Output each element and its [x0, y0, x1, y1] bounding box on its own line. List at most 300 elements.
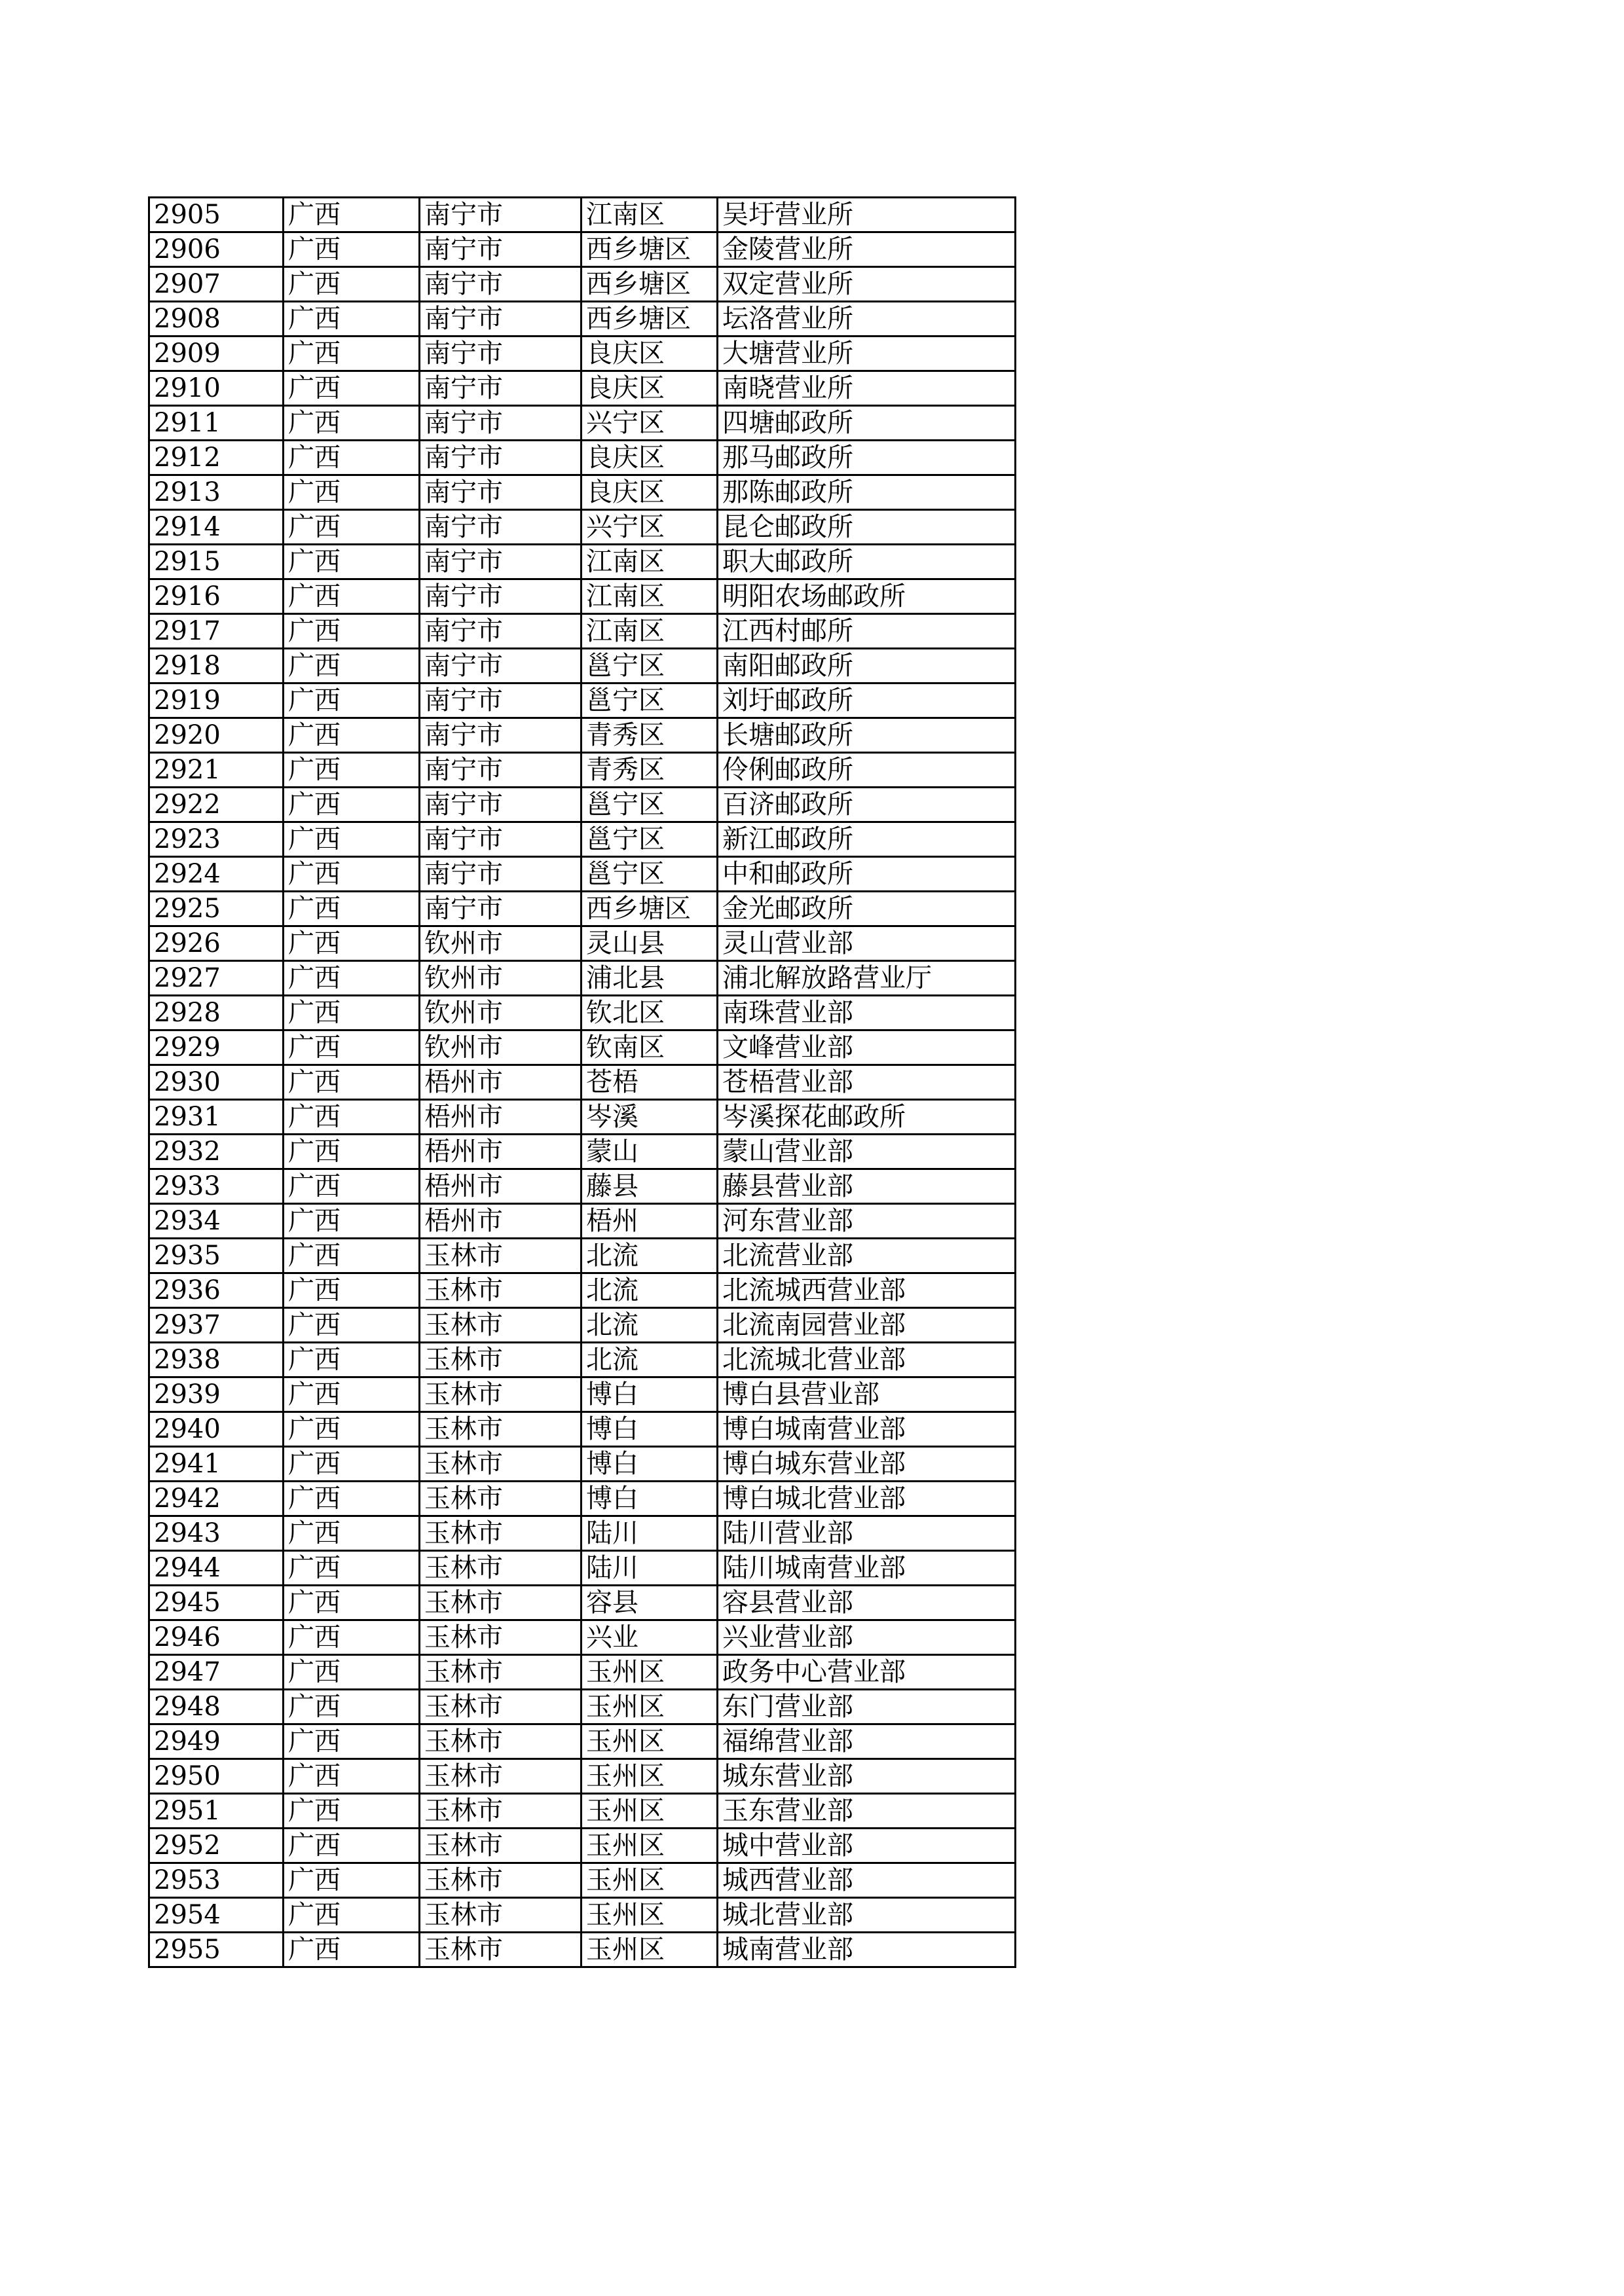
- province-cell: 广西: [284, 1551, 420, 1586]
- table-row: [149, 892, 1016, 926]
- table-row: [149, 198, 1016, 232]
- city-cell: 南宁市: [420, 753, 581, 788]
- city-cell: 南宁市: [420, 302, 581, 337]
- office-name-cell: 金光邮政所: [718, 892, 1016, 926]
- row-id-cell: 2935: [149, 1239, 284, 1273]
- table-row: [149, 1030, 1016, 1065]
- province-cell: 广西: [284, 1273, 420, 1308]
- office-name-cell: 陆川城南营业部: [718, 1551, 1016, 1586]
- table-row: [149, 545, 1016, 579]
- city-cell: 玉林市: [420, 1273, 581, 1308]
- table-row: [149, 510, 1016, 545]
- district-cell: 西乡塘区: [581, 267, 718, 302]
- table-row: [149, 1690, 1016, 1724]
- table-row: [149, 475, 1016, 510]
- office-name-cell: 北流城北营业部: [718, 1343, 1016, 1377]
- row-id-cell: 2950: [149, 1759, 284, 1794]
- district-cell: 江南区: [581, 579, 718, 614]
- district-cell: 江南区: [581, 545, 718, 579]
- row-id-cell: 2916: [149, 579, 284, 614]
- table-row: [149, 441, 1016, 475]
- district-cell: 兴宁区: [581, 406, 718, 441]
- district-cell: 苍梧: [581, 1065, 718, 1100]
- city-cell: 南宁市: [420, 267, 581, 302]
- district-cell: 梧州: [581, 1204, 718, 1239]
- office-name-cell: 福绵营业部: [718, 1724, 1016, 1759]
- table-row: [149, 683, 1016, 718]
- district-cell: 藤县: [581, 1169, 718, 1204]
- office-name-cell: 江西村邮所: [718, 614, 1016, 649]
- district-cell: 陆川: [581, 1516, 718, 1551]
- row-id-cell: 2909: [149, 337, 284, 371]
- table-row: [149, 267, 1016, 302]
- city-cell: 玉林市: [420, 1724, 581, 1759]
- row-id-cell: 2921: [149, 753, 284, 788]
- row-id-cell: 2910: [149, 371, 284, 406]
- province-cell: 广西: [284, 198, 420, 232]
- office-name-cell: 坛洛营业所: [718, 302, 1016, 337]
- city-cell: 南宁市: [420, 649, 581, 683]
- office-name-cell: 南晓营业所: [718, 371, 1016, 406]
- city-cell: 南宁市: [420, 545, 581, 579]
- office-name-cell: 藤县营业部: [718, 1169, 1016, 1204]
- table-row: [149, 1204, 1016, 1239]
- row-id-cell: 2934: [149, 1204, 284, 1239]
- table-row: [149, 1377, 1016, 1412]
- district-cell: 玉州区: [581, 1863, 718, 1898]
- office-name-cell: 百济邮政所: [718, 788, 1016, 822]
- table-row: [149, 1482, 1016, 1516]
- office-name-cell: 北流南园营业部: [718, 1308, 1016, 1343]
- city-cell: 南宁市: [420, 614, 581, 649]
- city-cell: 南宁市: [420, 198, 581, 232]
- province-cell: 广西: [284, 406, 420, 441]
- district-cell: 浦北县: [581, 961, 718, 996]
- city-cell: 南宁市: [420, 232, 581, 267]
- province-cell: 广西: [284, 1586, 420, 1620]
- row-id-cell: 2942: [149, 1482, 284, 1516]
- office-name-cell: 北流城西营业部: [718, 1273, 1016, 1308]
- province-cell: 广西: [284, 1898, 420, 1933]
- office-name-cell: 那陈邮政所: [718, 475, 1016, 510]
- row-id-cell: 2925: [149, 892, 284, 926]
- province-cell: 广西: [284, 579, 420, 614]
- office-name-cell: 伶俐邮政所: [718, 753, 1016, 788]
- office-name-cell: 南珠营业部: [718, 996, 1016, 1030]
- table-row: [149, 753, 1016, 788]
- row-id-cell: 2923: [149, 822, 284, 857]
- district-cell: 邕宁区: [581, 649, 718, 683]
- city-cell: 玉林市: [420, 1690, 581, 1724]
- district-cell: 兴宁区: [581, 510, 718, 545]
- table-row: [149, 579, 1016, 614]
- office-name-cell: 政务中心营业部: [718, 1655, 1016, 1690]
- city-cell: 南宁市: [420, 892, 581, 926]
- office-name-cell: 四塘邮政所: [718, 406, 1016, 441]
- city-cell: 梧州市: [420, 1065, 581, 1100]
- office-name-cell: 北流营业部: [718, 1239, 1016, 1273]
- district-cell: 玉州区: [581, 1655, 718, 1690]
- city-cell: 南宁市: [420, 857, 581, 892]
- district-cell: 陆川: [581, 1551, 718, 1586]
- row-id-cell: 2911: [149, 406, 284, 441]
- table-row: [149, 1933, 1016, 1967]
- row-id-cell: 2943: [149, 1516, 284, 1551]
- city-cell: 梧州市: [420, 1204, 581, 1239]
- city-cell: 玉林市: [420, 1377, 581, 1412]
- row-id-cell: 2946: [149, 1620, 284, 1655]
- province-cell: 广西: [284, 753, 420, 788]
- row-id-cell: 2926: [149, 926, 284, 961]
- office-name-cell: 河东营业部: [718, 1204, 1016, 1239]
- city-cell: 梧州市: [420, 1135, 581, 1169]
- office-name-cell: 城西营业部: [718, 1863, 1016, 1898]
- province-cell: 广西: [284, 475, 420, 510]
- table-row: [149, 337, 1016, 371]
- row-id-cell: 2920: [149, 718, 284, 753]
- table-row: [149, 1273, 1016, 1308]
- district-cell: 钦北区: [581, 996, 718, 1030]
- row-id-cell: 2905: [149, 198, 284, 232]
- office-name-cell: 新江邮政所: [718, 822, 1016, 857]
- district-cell: 西乡塘区: [581, 302, 718, 337]
- province-cell: 广西: [284, 1377, 420, 1412]
- row-id-cell: 2929: [149, 1030, 284, 1065]
- city-cell: 玉林市: [420, 1447, 581, 1482]
- city-cell: 玉林市: [420, 1412, 581, 1447]
- table-row: [149, 1759, 1016, 1794]
- province-cell: 广西: [284, 1135, 420, 1169]
- row-id-cell: 2933: [149, 1169, 284, 1204]
- table-row: [149, 1343, 1016, 1377]
- province-cell: 广西: [284, 1724, 420, 1759]
- district-cell: 邕宁区: [581, 857, 718, 892]
- province-cell: 广西: [284, 961, 420, 996]
- district-cell: 玉州区: [581, 1829, 718, 1863]
- table-row: [149, 718, 1016, 753]
- office-name-cell: 岑溪探花邮政所: [718, 1100, 1016, 1135]
- province-cell: 广西: [284, 1100, 420, 1135]
- office-name-cell: 城南营业部: [718, 1933, 1016, 1967]
- city-cell: 南宁市: [420, 510, 581, 545]
- table-row: [149, 961, 1016, 996]
- district-cell: 博白: [581, 1412, 718, 1447]
- city-cell: 钦州市: [420, 1030, 581, 1065]
- province-cell: 广西: [284, 788, 420, 822]
- province-cell: 广西: [284, 1169, 420, 1204]
- table-row: [149, 1898, 1016, 1933]
- row-id-cell: 2954: [149, 1898, 284, 1933]
- province-cell: 广西: [284, 683, 420, 718]
- table-body: [149, 198, 1016, 1967]
- city-cell: 南宁市: [420, 718, 581, 753]
- table-row: [149, 1065, 1016, 1100]
- province-cell: 广西: [284, 371, 420, 406]
- table-row: [149, 1412, 1016, 1447]
- province-cell: 广西: [284, 926, 420, 961]
- office-name-cell: 城东营业部: [718, 1759, 1016, 1794]
- office-name-cell: 职大邮政所: [718, 545, 1016, 579]
- row-id-cell: 2928: [149, 996, 284, 1030]
- district-cell: 邕宁区: [581, 683, 718, 718]
- office-name-cell: 明阳农场邮政所: [718, 579, 1016, 614]
- table-row: [149, 1239, 1016, 1273]
- table-row: [149, 302, 1016, 337]
- province-cell: 广西: [284, 1030, 420, 1065]
- city-cell: 南宁市: [420, 683, 581, 718]
- province-cell: 广西: [284, 1933, 420, 1967]
- row-id-cell: 2941: [149, 1447, 284, 1482]
- city-cell: 南宁市: [420, 579, 581, 614]
- office-name-cell: 博白城北营业部: [718, 1482, 1016, 1516]
- row-id-cell: 2940: [149, 1412, 284, 1447]
- table-row: [149, 1829, 1016, 1863]
- row-id-cell: 2927: [149, 961, 284, 996]
- office-name-cell: 双定营业所: [718, 267, 1016, 302]
- office-name-cell: 那马邮政所: [718, 441, 1016, 475]
- city-cell: 玉林市: [420, 1586, 581, 1620]
- table-row: [149, 371, 1016, 406]
- row-id-cell: 2913: [149, 475, 284, 510]
- table-row: [149, 1724, 1016, 1759]
- row-id-cell: 2932: [149, 1135, 284, 1169]
- district-cell: 博白: [581, 1482, 718, 1516]
- province-cell: 广西: [284, 718, 420, 753]
- city-cell: 钦州市: [420, 961, 581, 996]
- row-id-cell: 2912: [149, 441, 284, 475]
- province-cell: 广西: [284, 1065, 420, 1100]
- office-name-cell: 苍梧营业部: [718, 1065, 1016, 1100]
- row-id-cell: 2914: [149, 510, 284, 545]
- row-id-cell: 2931: [149, 1100, 284, 1135]
- city-cell: 玉林市: [420, 1620, 581, 1655]
- province-cell: 广西: [284, 1690, 420, 1724]
- table-row: [149, 1308, 1016, 1343]
- table-row: [149, 1620, 1016, 1655]
- office-name-cell: 刘圩邮政所: [718, 683, 1016, 718]
- city-cell: 玉林市: [420, 1863, 581, 1898]
- table-row: [149, 996, 1016, 1030]
- city-cell: 玉林市: [420, 1794, 581, 1829]
- table-row: [149, 1169, 1016, 1204]
- province-cell: 广西: [284, 1794, 420, 1829]
- row-id-cell: 2948: [149, 1690, 284, 1724]
- office-name-cell: 城北营业部: [718, 1898, 1016, 1933]
- city-cell: 玉林市: [420, 1655, 581, 1690]
- province-cell: 广西: [284, 337, 420, 371]
- table-row: [149, 857, 1016, 892]
- district-cell: 玉州区: [581, 1933, 718, 1967]
- province-cell: 广西: [284, 1482, 420, 1516]
- district-cell: 良庆区: [581, 441, 718, 475]
- province-cell: 广西: [284, 1829, 420, 1863]
- city-cell: 玉林市: [420, 1759, 581, 1794]
- row-id-cell: 2919: [149, 683, 284, 718]
- province-cell: 广西: [284, 1516, 420, 1551]
- district-cell: 青秀区: [581, 718, 718, 753]
- row-id-cell: 2936: [149, 1273, 284, 1308]
- row-id-cell: 2917: [149, 614, 284, 649]
- table-row: [149, 1655, 1016, 1690]
- district-cell: 江南区: [581, 614, 718, 649]
- row-id-cell: 2949: [149, 1724, 284, 1759]
- office-name-cell: 东门营业部: [718, 1690, 1016, 1724]
- office-name-cell: 城中营业部: [718, 1829, 1016, 1863]
- district-cell: 北流: [581, 1273, 718, 1308]
- row-id-cell: 2951: [149, 1794, 284, 1829]
- office-name-cell: 蒙山营业部: [718, 1135, 1016, 1169]
- table-row: [149, 822, 1016, 857]
- office-name-cell: 陆川营业部: [718, 1516, 1016, 1551]
- province-cell: 广西: [284, 892, 420, 926]
- province-cell: 广西: [284, 614, 420, 649]
- district-cell: 北流: [581, 1308, 718, 1343]
- city-cell: 钦州市: [420, 926, 581, 961]
- table-row: [149, 1794, 1016, 1829]
- city-cell: 玉林市: [420, 1516, 581, 1551]
- city-cell: 玉林市: [420, 1343, 581, 1377]
- city-cell: 玉林市: [420, 1551, 581, 1586]
- district-cell: 岑溪: [581, 1100, 718, 1135]
- district-cell: 邕宁区: [581, 822, 718, 857]
- table-row: [149, 1586, 1016, 1620]
- district-cell: 江南区: [581, 198, 718, 232]
- province-cell: 广西: [284, 232, 420, 267]
- row-id-cell: 2944: [149, 1551, 284, 1586]
- row-id-cell: 2947: [149, 1655, 284, 1690]
- province-cell: 广西: [284, 1447, 420, 1482]
- city-cell: 钦州市: [420, 996, 581, 1030]
- office-name-cell: 长塘邮政所: [718, 718, 1016, 753]
- district-cell: 西乡塘区: [581, 892, 718, 926]
- province-cell: 广西: [284, 510, 420, 545]
- city-cell: 南宁市: [420, 788, 581, 822]
- row-id-cell: 2939: [149, 1377, 284, 1412]
- province-cell: 广西: [284, 1863, 420, 1898]
- city-cell: 梧州市: [420, 1100, 581, 1135]
- province-cell: 广西: [284, 1239, 420, 1273]
- province-cell: 广西: [284, 545, 420, 579]
- district-cell: 钦南区: [581, 1030, 718, 1065]
- district-cell: 博白: [581, 1447, 718, 1482]
- table-row: [149, 1100, 1016, 1135]
- row-id-cell: 2924: [149, 857, 284, 892]
- office-name-cell: 博白城东营业部: [718, 1447, 1016, 1482]
- district-cell: 良庆区: [581, 475, 718, 510]
- city-cell: 玉林市: [420, 1482, 581, 1516]
- province-cell: 广西: [284, 1204, 420, 1239]
- table-row: [149, 614, 1016, 649]
- city-cell: 南宁市: [420, 337, 581, 371]
- district-cell: 玉州区: [581, 1794, 718, 1829]
- province-cell: 广西: [284, 1412, 420, 1447]
- district-cell: 北流: [581, 1343, 718, 1377]
- row-id-cell: 2937: [149, 1308, 284, 1343]
- district-cell: 玉州区: [581, 1759, 718, 1794]
- row-id-cell: 2930: [149, 1065, 284, 1100]
- table-row: [149, 649, 1016, 683]
- district-cell: 蒙山: [581, 1135, 718, 1169]
- city-cell: 梧州市: [420, 1169, 581, 1204]
- table-row: [149, 1551, 1016, 1586]
- city-cell: 玉林市: [420, 1898, 581, 1933]
- province-cell: 广西: [284, 649, 420, 683]
- district-cell: 良庆区: [581, 337, 718, 371]
- district-cell: 玉州区: [581, 1898, 718, 1933]
- city-cell: 南宁市: [420, 475, 581, 510]
- table-row: [149, 1135, 1016, 1169]
- city-cell: 南宁市: [420, 406, 581, 441]
- row-id-cell: 2955: [149, 1933, 284, 1967]
- table-row: [149, 1863, 1016, 1898]
- district-cell: 西乡塘区: [581, 232, 718, 267]
- row-id-cell: 2953: [149, 1863, 284, 1898]
- district-cell: 良庆区: [581, 371, 718, 406]
- data-table: [148, 196, 1016, 1968]
- table-row: [149, 788, 1016, 822]
- district-cell: 博白: [581, 1377, 718, 1412]
- city-cell: 玉林市: [420, 1239, 581, 1273]
- city-cell: 玉林市: [420, 1829, 581, 1863]
- row-id-cell: 2952: [149, 1829, 284, 1863]
- district-cell: 玉州区: [581, 1724, 718, 1759]
- office-name-cell: 博白城南营业部: [718, 1412, 1016, 1447]
- district-cell: 灵山县: [581, 926, 718, 961]
- table-row: [149, 1516, 1016, 1551]
- office-name-cell: 大塘营业所: [718, 337, 1016, 371]
- province-cell: 广西: [284, 302, 420, 337]
- row-id-cell: 2915: [149, 545, 284, 579]
- district-cell: 青秀区: [581, 753, 718, 788]
- city-cell: 南宁市: [420, 822, 581, 857]
- province-cell: 广西: [284, 1343, 420, 1377]
- office-name-cell: 昆仑邮政所: [718, 510, 1016, 545]
- office-name-cell: 吴圩营业所: [718, 198, 1016, 232]
- office-name-cell: 灵山营业部: [718, 926, 1016, 961]
- row-id-cell: 2906: [149, 232, 284, 267]
- office-name-cell: 浦北解放路营业厅: [718, 961, 1016, 996]
- city-cell: 玉林市: [420, 1308, 581, 1343]
- row-id-cell: 2922: [149, 788, 284, 822]
- province-cell: 广西: [284, 1655, 420, 1690]
- province-cell: 广西: [284, 267, 420, 302]
- table-row: [149, 1447, 1016, 1482]
- province-cell: 广西: [284, 857, 420, 892]
- table-row: [149, 926, 1016, 961]
- district-cell: 玉州区: [581, 1690, 718, 1724]
- table-row: [149, 406, 1016, 441]
- district-cell: 邕宁区: [581, 788, 718, 822]
- office-name-cell: 兴业营业部: [718, 1620, 1016, 1655]
- province-cell: 广西: [284, 996, 420, 1030]
- province-cell: 广西: [284, 1308, 420, 1343]
- district-cell: 容县: [581, 1586, 718, 1620]
- district-cell: 北流: [581, 1239, 718, 1273]
- row-id-cell: 2908: [149, 302, 284, 337]
- row-id-cell: 2938: [149, 1343, 284, 1377]
- city-cell: 南宁市: [420, 441, 581, 475]
- province-cell: 广西: [284, 441, 420, 475]
- row-id-cell: 2918: [149, 649, 284, 683]
- office-name-cell: 玉东营业部: [718, 1794, 1016, 1829]
- office-name-cell: 中和邮政所: [718, 857, 1016, 892]
- office-name-cell: 南阳邮政所: [718, 649, 1016, 683]
- office-name-cell: 文峰营业部: [718, 1030, 1016, 1065]
- row-id-cell: 2945: [149, 1586, 284, 1620]
- row-id-cell: 2907: [149, 267, 284, 302]
- province-cell: 广西: [284, 1620, 420, 1655]
- office-name-cell: 容县营业部: [718, 1586, 1016, 1620]
